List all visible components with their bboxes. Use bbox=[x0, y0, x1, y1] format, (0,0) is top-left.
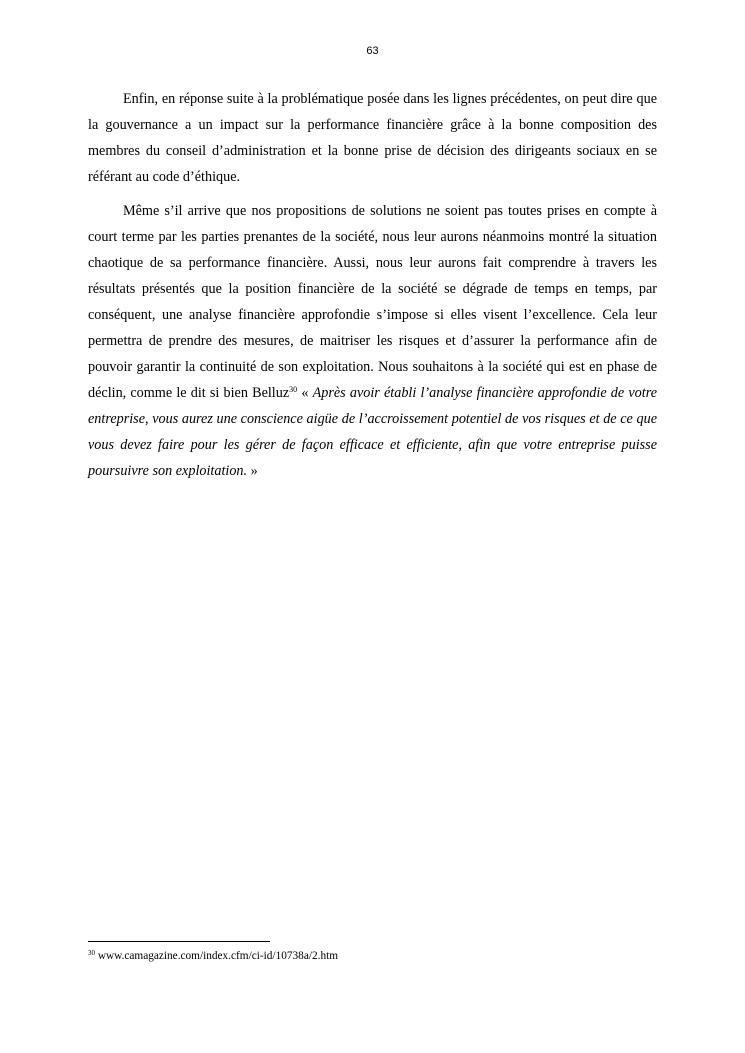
footnote-number: 30 bbox=[88, 949, 95, 957]
paragraph-conclusion bbox=[88, 86, 657, 190]
page-number: 63 bbox=[366, 45, 379, 57]
body-text bbox=[88, 86, 657, 492]
paragraph-text: Même s’il arrive que nos propositions de solutions ne soient pas toutes prises en compte à court terme par les parties prenantes de la société, nous leur aurons néanmoins montré la situation chaotique de sa performance financière. Aussi, nous leur aurons fait comprendre à travers les résultats présentés que la position financière de la société se dégrade de temps en temps, par conséquent, une analyse financière approfondie s’impose si elles visent l’excellence. Cela leur permettra de prendre des mesures, de maitriser les risques et d’assurer la performance afin de pouvoir garantir la continuité de son exploitation. Nous souhaitons à la société qui est en phase de déclin, comme le dit si bien Belluz bbox=[88, 203, 657, 401]
paragraph-recommendations bbox=[88, 198, 657, 484]
quote-close-mark: » bbox=[247, 463, 258, 479]
paragraph-text: Enfin, en réponse suite à la problématique posée dans les lignes précédentes, on peut dire que la gouvernance a un impact sur la performance financière grâce à la bonne composition des membres du conseil d’administration et la bonne prise de décision des dirigeants sociaux en se référant au code d’éthique. bbox=[88, 91, 657, 185]
footnote-separator bbox=[88, 941, 270, 942]
footnote-reference: 30 bbox=[289, 385, 298, 394]
italic-quote: Après avoir établi l’analyse financière approfondie de votre entreprise, vous aurez une conscience aigüe de l’accroissement potentiel de vos risques et de ce que vous devez faire pour les gérer de façon efficace et efficiente, afin que votre entreprise puisse poursuivre son exploitation. bbox=[88, 385, 657, 479]
footnote-url[interactable]: www.camagazine.com/index.cfm/ci-id/10738a/2.htm bbox=[95, 950, 339, 962]
footnote bbox=[88, 949, 338, 963]
quote-open-mark: « bbox=[297, 385, 313, 401]
